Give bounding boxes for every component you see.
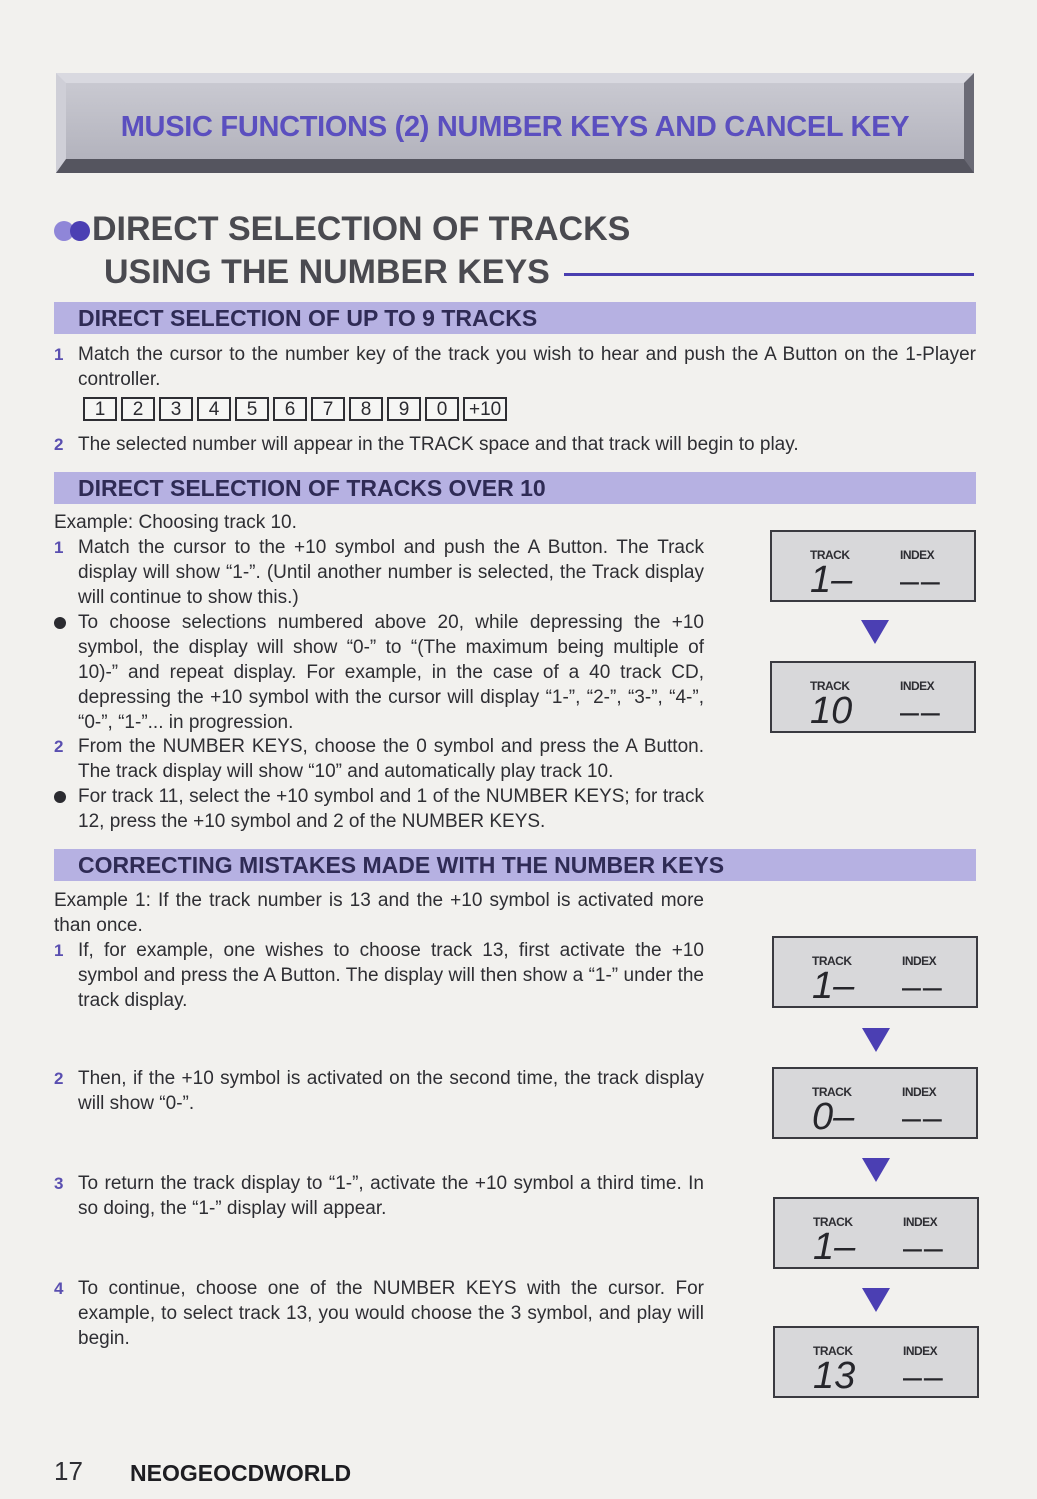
key-9: 9 <box>387 397 421 421</box>
bullet-icon <box>54 791 66 803</box>
section2-step2: 2 From the NUMBER KEYS, choose the 0 symbol and press the A Button. The track display will show “10” and automatically play track 10. <box>54 736 704 782</box>
down-arrow-icon <box>862 1288 890 1312</box>
track-display: TRACK INDEX 0– –– <box>772 1067 978 1139</box>
key-5: 5 <box>235 397 269 421</box>
section3-example: Example 1: If the track number is 13 and the +10 symbol is activated more than once. <box>54 890 704 936</box>
main-heading <box>54 210 974 292</box>
track-display: TRACK INDEX 1– –– <box>770 530 976 602</box>
heading-line1: DIRECT SELECTION OF TRACKS <box>92 210 631 248</box>
section2-header: DIRECT SELECTION OF TRACKS OVER 10 <box>54 472 976 504</box>
section1-step1: 1 Match the cursor to the number key of the track you wish to hear and push the A Button on the 1-Player controller. <box>54 344 976 390</box>
key-plus10: +10 <box>463 397 507 421</box>
heading-line2: USING THE NUMBER KEYS <box>104 253 550 291</box>
number-keys <box>83 397 507 421</box>
key-0: 0 <box>425 397 459 421</box>
section3-header: CORRECTING MISTAKES MADE WITH THE NUMBER KEYS <box>54 849 976 881</box>
down-arrow-icon <box>862 1028 890 1052</box>
section2-example: Example: Choosing track 10. <box>54 512 297 533</box>
key-7: 7 <box>311 397 345 421</box>
key-2: 2 <box>121 397 155 421</box>
down-arrow-icon <box>861 620 889 644</box>
track-display: TRACK INDEX 1– –– <box>773 1197 979 1269</box>
section3-step3: 3 To return the track display to “1-”, activate the +10 symbol a third time. In so doing, the “1-” display will appear. <box>54 1173 704 1219</box>
section1-step2: 2 The selected number will appear in the TRACK space and that track will begin to play. <box>54 434 799 455</box>
key-4: 4 <box>197 397 231 421</box>
section3-step1: 1 If, for example, one wishes to choose track 13, first activate the +10 symbol and press the A Button. The display will then show a “1-” under the track display. <box>54 940 704 1011</box>
heading-rule <box>564 273 974 276</box>
heading-dot-dark-icon <box>70 221 90 241</box>
section3-step4: 4 To continue, choose one of the NUMBER KEYS with the cursor. For example, to select track 13, you would choose the 3 symbol, and play will begin. <box>54 1278 704 1349</box>
track-display: TRACK INDEX 13 –– <box>773 1326 979 1398</box>
key-8: 8 <box>349 397 383 421</box>
track-display: TRACK INDEX 1– –– <box>772 936 978 1008</box>
key-1: 1 <box>83 397 117 421</box>
section2-bullet1: To choose selections numbered above 20, while depressing the +10 symbol, the display will show “0-” to “(The maximum being multiple of 10)-” and repeat display. For example, in the case of a 40 track CD, depressing the +10 symbol with the cursor will display “1-”, “2-”, “3-”, “4-”, “0-”, “1-”... in progression. <box>54 610 704 735</box>
key-6: 6 <box>273 397 307 421</box>
title-banner <box>56 73 974 173</box>
section3-step2: 2 Then, if the +10 symbol is activated on the second time, the track display will show “0-”. <box>54 1068 704 1114</box>
section2-bullet2: For track 11, select the +10 symbol and 1 of the NUMBER KEYS; for track 12, press the +10 symbol and 2 of the NUMBER KEYS. <box>54 784 704 834</box>
footer-brand: NEOGEOCDWORLD <box>130 1460 352 1486</box>
page-number: 17 <box>54 1456 83 1486</box>
bullet-icon <box>54 617 66 629</box>
section2-step1: 1 Match the cursor to the +10 symbol and push the A Button. The Track display will show “1-”. (Until another number is selected, the Track display will continue to show this.) <box>54 537 704 608</box>
key-3: 3 <box>159 397 193 421</box>
section1-header: DIRECT SELECTION OF UP TO 9 TRACKS <box>54 302 976 334</box>
down-arrow-icon <box>862 1158 890 1182</box>
track-display: TRACK INDEX 10 –– <box>770 661 976 733</box>
banner-title: MUSIC FUNCTIONS (2) NUMBER KEYS AND CANCEL KEY <box>120 111 910 143</box>
